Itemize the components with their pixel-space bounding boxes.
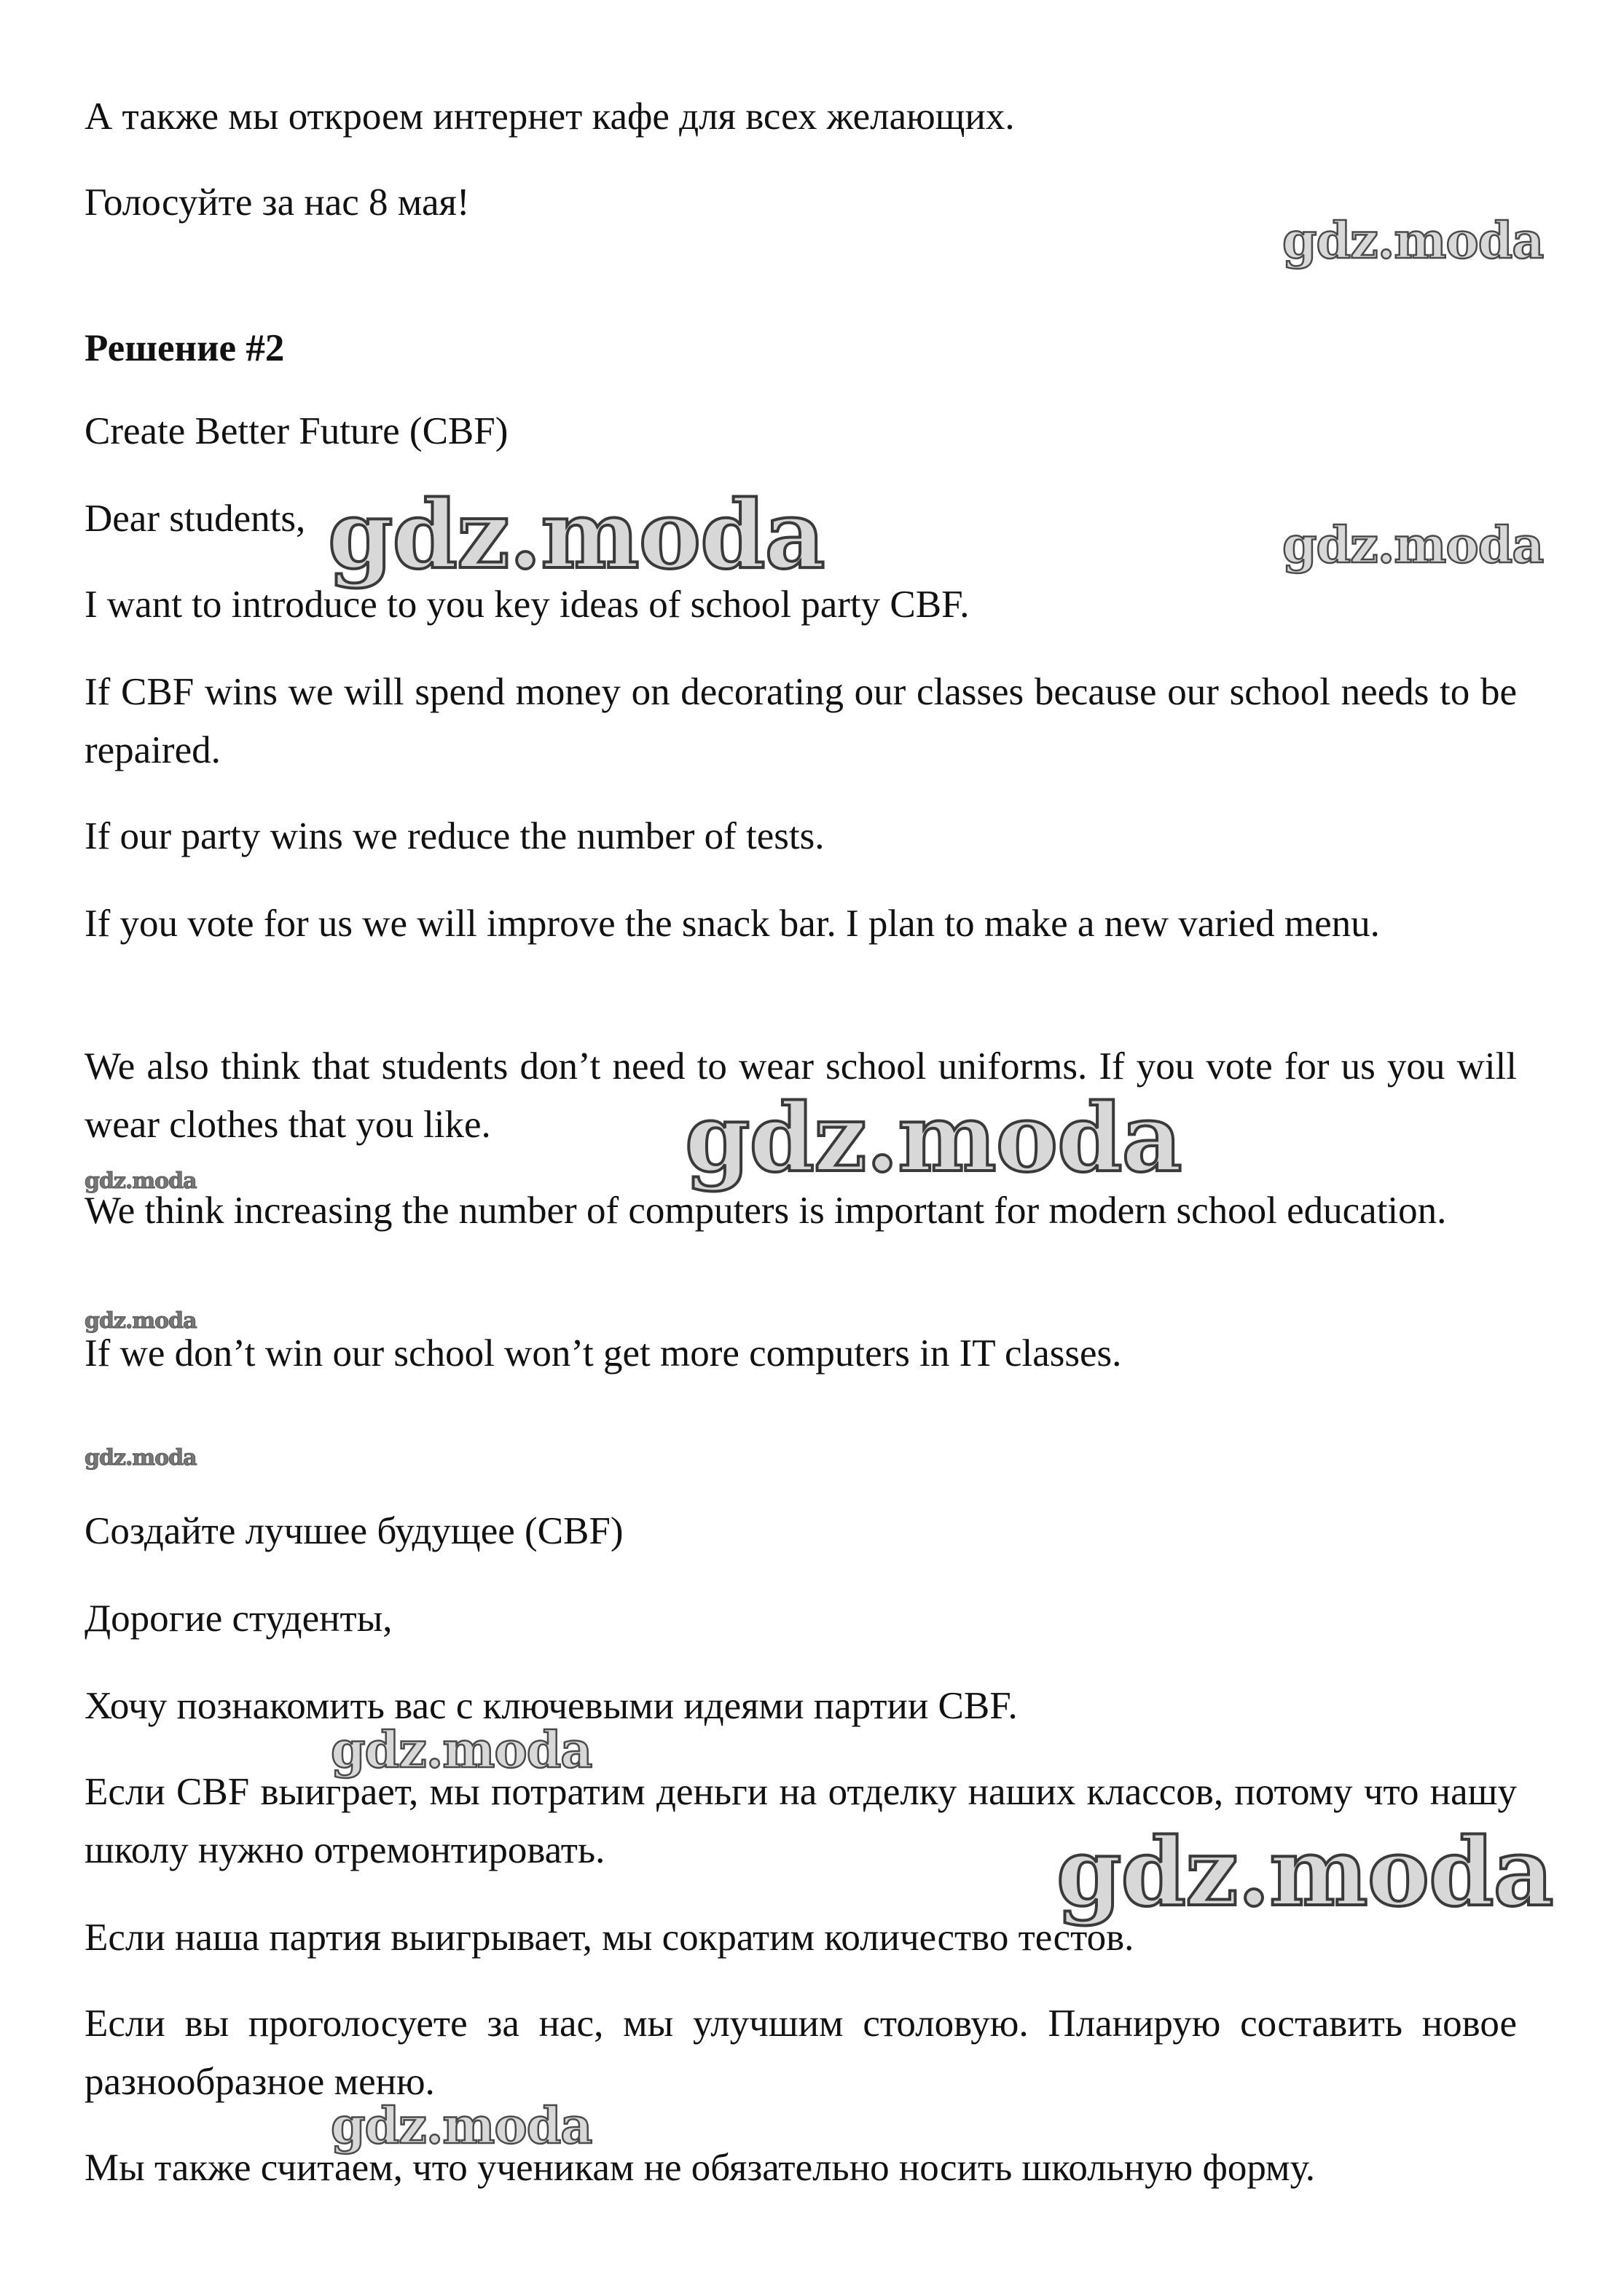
ru-paragraph-4: Если вы проголосуете за нас, мы улучшим столовую. Планирую составить новое разнообразное меню. — [85, 2002, 1517, 2103]
watermark-logo: gdz.moda — [331, 2097, 592, 2155]
watermark-logo: gdz.moda — [1282, 516, 1544, 575]
en-greeting: Dear students, — [85, 498, 306, 540]
ru-paragraph-1: Хочу познакомить вас с ключевыми идеями партии CBF. — [85, 1685, 1018, 1727]
en-paragraph-5: We also think that students don’t need to wear school uniforms. If you vote for us you will wear clothes that you like. — [85, 1045, 1517, 1146]
solution-heading: Решение #2 — [85, 327, 285, 369]
watermark-logo: gdz.moda — [331, 1721, 592, 1780]
en-paragraph-1: I want to introduce to you key ideas of school party CBF. — [85, 583, 970, 626]
en-paragraph-6: We think increasing the number of computers is important for modern school education. — [85, 1190, 1447, 1232]
watermark-logo: gdz.moda — [85, 1445, 197, 1471]
en-paragraph-2: If CBF wins we will spend money on decorating our classes because our school needs to be repaired. — [85, 671, 1517, 771]
watermark-logo: gdz.moda — [1282, 212, 1544, 270]
en-party-name: Create Better Future (CBF) — [85, 410, 509, 452]
ru-paragraph-3: Если наша партия выигрывает, мы сократим количество тестов. — [85, 1916, 1134, 1959]
ru-greeting: Дорогие студенты, — [85, 1597, 393, 1640]
watermark-logo: gdz.moda — [328, 481, 825, 590]
intro-line-1: А также мы откроем интернет кафе для всех желающих. — [85, 95, 1015, 138]
watermark-logo: gdz.moda — [1056, 1818, 1553, 1927]
watermark-logo: gdz.moda — [685, 1084, 1182, 1193]
en-paragraph-3: If our party wins we reduce the number of tests. — [85, 815, 825, 857]
ru-party-name: Создайте лучшее будущее (CBF) — [85, 1510, 624, 1552]
en-paragraph-7: If we don’t win our school won’t get more computers in IT classes. — [85, 1332, 1122, 1375]
ru-paragraph-5: Мы также считаем, что ученикам не обязательно носить школьную форму. — [85, 2147, 1316, 2189]
watermark-logo: gdz.moda — [85, 1168, 197, 1194]
ru-paragraph-2: Если CBF выиграет, мы потратим деньги на отделку наших классов, потому что нашу школу нужно отремонтировать. — [85, 1771, 1517, 1871]
intro-line-2: Голосуйте за нас 8 мая! — [85, 181, 470, 224]
watermark-logo: gdz.moda — [85, 1308, 197, 1334]
en-paragraph-4: If you vote for us we will improve the snack bar. I plan to make a new varied menu. — [85, 903, 1380, 945]
